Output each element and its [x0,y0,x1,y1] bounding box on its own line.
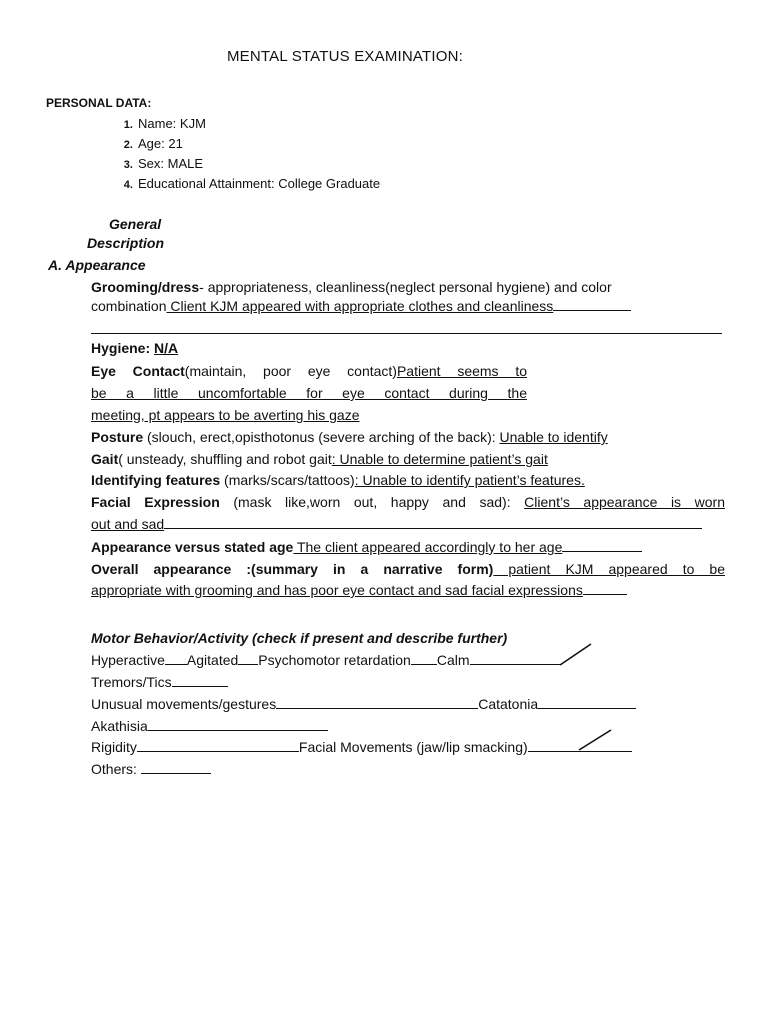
eye-contact-answer-3: meeting, pt appears to be averting his gaze [91,407,360,423]
calm-label: Calm [436,652,470,668]
motor-behavior-heading: Motor Behavior/Activity (check if present and describe further) [91,630,508,646]
overall-appearance-answer-1: patient KJM appeared to be [493,561,725,577]
grooming-label: Grooming/dress [91,279,200,295]
eye-contact-answer-1: Patient seems to [396,363,527,379]
personal-data-sex: 3. Sex: MALE [136,154,380,174]
personal-data-name: 1. Name: KJM [136,114,380,134]
personal-data-education: 4. Educational Attainment: College Graduate [136,174,380,194]
facial-expression-label: Facial Expression [91,494,220,510]
eye-contact-answer-2: be a little uncomfortable for eye contact during the [91,385,527,401]
posture-answer: Unable to identify [499,429,608,445]
grooming-description-cont: combination [91,298,167,314]
general-description-line1: General [109,216,162,232]
rigidity-label: Rigidity [91,739,137,755]
identifying-features-label: Identifying features [91,472,221,488]
identifying-features-answer: : Unable to identify patient’s features. [354,472,585,488]
hyperactive-label: Hyperactive [91,652,165,668]
eye-contact-label: Eye Contact [91,363,185,379]
facial-movements-label: Facial Movements (jaw/lip smacking) [298,739,528,755]
overall-appearance-label: Overall appearance :(summary in a narrative form) [91,561,494,577]
appearance-age-answer: The client appeared accordingly to her age [293,539,563,555]
hygiene-label: Hygiene [91,340,146,356]
overall-appearance-answer-2: appropriate with grooming and has poor eye contact and sad facial expressions [91,582,583,598]
gait-answer: : Unable to determine patient’s gait [331,451,548,467]
grooming-answer: Client KJM appeared with appropriate clothes and cleanliness [166,298,554,314]
identifying-features-description: (marks/scars/tattoos) [220,472,355,488]
calm-checkmark [560,644,591,665]
facial-expression-answer-2: out and sad [91,516,165,532]
general-description-line2: Description [87,235,165,251]
personal-data-age: 2. Age: 21 [136,134,380,154]
appearance-heading: A. Appearance [48,257,146,273]
agitated-label: Agitated [186,652,239,668]
gait-description: ( unsteady, shuffling and robot gait [118,451,332,467]
psychomotor-label: Psychomotor retardation [258,652,411,668]
personal-data-heading: PERSONAL DATA: [46,96,152,110]
others-label: Others: [91,761,141,777]
hygiene-answer: N/A [154,340,179,356]
posture-description: (slouch, erect,opisthotonus (severe arching of the back): [143,429,500,445]
facial-expression-answer-1: Client’s appearance is worn [524,494,725,510]
tremors-label: Tremors/Tics [91,674,172,690]
grooming-description: - appropriateness, cleanliness(neglect personal hygiene) and color [199,279,612,295]
gait-label: Gait [91,451,119,467]
posture-label: Posture [91,429,144,445]
eye-contact-description: (maintain, poor eye contact) [184,363,397,379]
unusual-movements-label: Unusual movements/gestures [91,696,277,712]
catatonia-label: Catatonia [478,696,539,712]
facial-movements-checkmark [579,730,611,750]
akathisia-label: Akathisia [91,718,148,734]
appearance-age-label: Appearance versus stated age [91,539,294,555]
facial-expression-description: (mask like,worn out, happy and sad): [219,494,525,510]
document-title: MENTAL STATUS EXAMINATION: [226,48,464,65]
hygiene-colon: : [145,340,155,356]
